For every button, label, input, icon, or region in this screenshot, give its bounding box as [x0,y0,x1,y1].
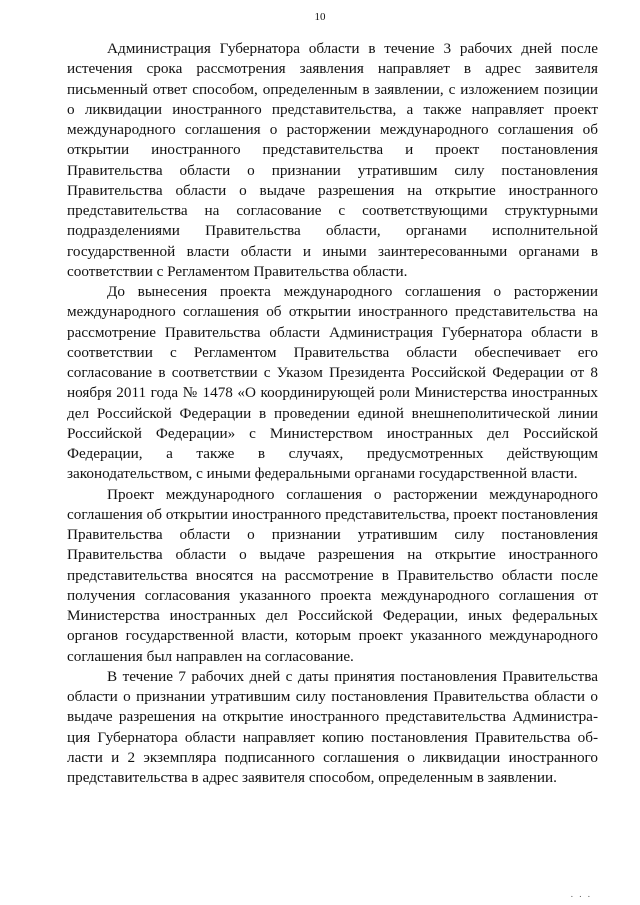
paragraph-2: До вынесения проекта международного соглашения о расторжении международного соглашения об открытии иностранного представительства на рассмотрение Правительства области Администрация Губернатора области в соответствии с Регламентом Правительства области обеспечивает его согласование в соответствии с Указом Президента Российской Федерации от 8 ноября 2011 года № 1478 «О координирующей роли Министерства иностранных дел Российской Федерации в проведении единой внешнеполитической линии Российской Федерации» с Министерством иностранных дел Российской Федерации, а также в случаях, предусмотренных действующим законодательством, с иными федеральными органами государственной власти. [67,283,598,483]
paragraph-4: В течение 7 рабочих дней с даты принятия постановления Правительства области о признании утратившим силу постановления Правительства области о выдаче разрешения на открытие иностранного представительства Администрация Губернатора области направляет копию постановления Правительства области и 2 экземпляра подписанного соглашения о ликвидации иностранного представительства в адрес заявителя способом, определенным в заявлении. [67,667,598,786]
page-number: 10 [314,11,326,23]
paragraph-3: Проект международного соглашения о расторжении международного соглашения об открытии иностранного представительства, проект постановления Правительства области о признании утратившим силу постановления Правительства области о выдаче разрешения на открытие иностранного представительства вносятся на рассмотрение в Правительство области после получения согласования указанного проекта международного соглашения от Министерства иностранных дел Российской Федерации, иных федеральных органов государственной власти, которым проект указанного международного соглашения был направлен на согласование. [67,485,598,665]
paragraph-1: Администрация Губернатора области в течение 3 рабочих дней после истечения срока рассмотрения заявления направляет в адрес заявителя письменный ответ способом, определенным в заявлении, с изложением позиции о ликвидации иностранного представительства, а также направляет проект международного соглашения о расторжении международного соглашения об открытии иностранного представительства и проект постановления Правительства области о признании утратившим силу постановления Правительства области о выдаче разрешения на открытие иностранного представительства на согласование с соответствующими структурными подразделениями Правительства области, органами исполнительной государственной власти области и иными заинтересованными органами в соответствии с Регламентом Правительства области. [67,40,598,280]
document-body [67,39,598,788]
corner-mark: . . . [570,889,592,899]
